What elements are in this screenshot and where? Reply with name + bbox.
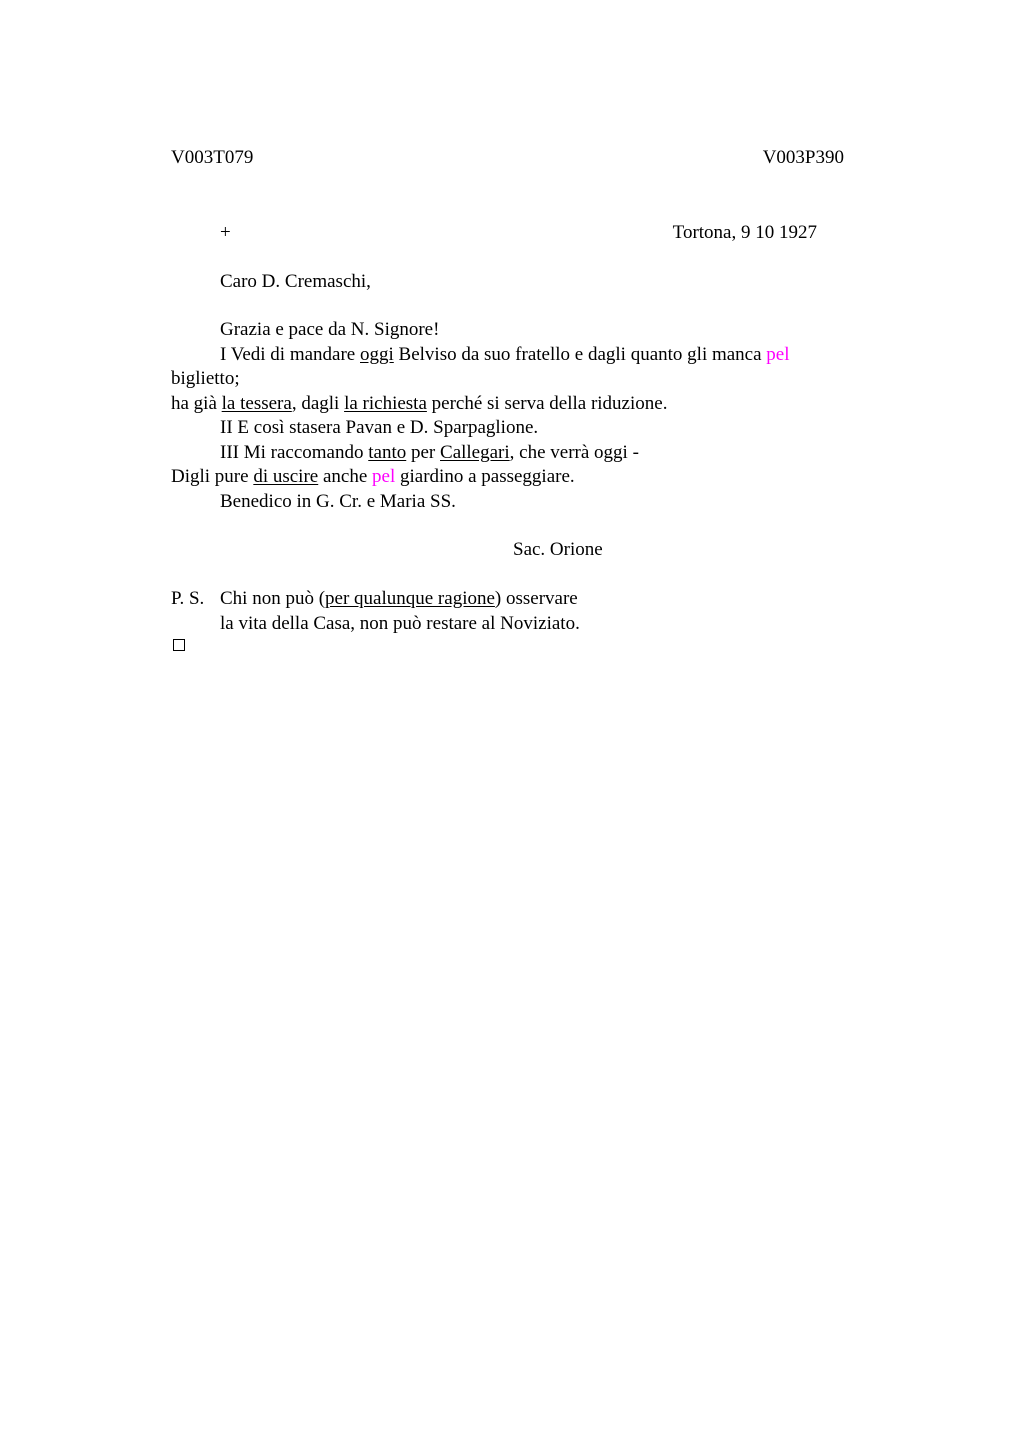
- text-run: III Mi raccomando: [220, 442, 369, 463]
- document-code-right: V003P390: [762, 147, 844, 168]
- highlighted-text: pel: [372, 466, 396, 487]
- text-run: Chi non può (: [220, 588, 326, 609]
- text-run: per: [406, 442, 441, 463]
- text-run: ) osservare: [494, 588, 578, 609]
- cross-mark: +: [220, 222, 231, 243]
- document-code-left: V003T079: [171, 147, 254, 168]
- postscript-label: P. S.: [171, 588, 205, 609]
- underlined-text: la richiesta: [344, 393, 427, 414]
- underlined-text: oggi: [360, 344, 394, 365]
- underlined-text: Callegari: [440, 442, 510, 463]
- greeting: Grazia e pace da N. Signore!: [220, 319, 440, 340]
- paragraph-3-line-1: [220, 441, 639, 465]
- text-run: perché si serva della riduzione.: [426, 393, 668, 414]
- underlined-text: di uscire: [253, 466, 319, 487]
- highlighted-text: pel: [766, 344, 790, 365]
- paragraph-1-line-1: [220, 343, 790, 367]
- text-run: , dagli: [291, 393, 345, 414]
- paragraph-1-line-2: biglietto;: [171, 368, 240, 389]
- text-run: I Vedi di mandare: [220, 344, 360, 365]
- postscript-line-1: [220, 587, 578, 611]
- text-run: anche: [318, 466, 373, 487]
- blessing: Benedico in G. Cr. e Maria SS.: [220, 491, 456, 512]
- underlined-text: la tessera: [221, 393, 292, 414]
- text-run: Belviso da suo fratello e dagli quanto gli manca: [393, 344, 767, 365]
- paragraph-1-line-3: [171, 392, 667, 416]
- signature: Sac. Orione: [513, 539, 603, 560]
- underlined-text: per qualunque ragione: [325, 588, 495, 609]
- underlined-text: tanto: [368, 442, 407, 463]
- text-run: ha già: [171, 393, 222, 414]
- empty-square-glyph: [173, 639, 185, 651]
- paragraph-2: II E così stasera Pavan e D. Sparpaglione.: [220, 417, 539, 438]
- text-run: giardino a passeggiare.: [395, 466, 575, 487]
- postscript-line-2: la vita della Casa, non può restare al Noviziato.: [220, 613, 580, 634]
- paragraph-3-line-2: [171, 465, 575, 489]
- text-run: Digli pure: [171, 466, 254, 487]
- text-run: , che verrà oggi -: [509, 442, 639, 463]
- place-date: Tortona, 9 10 1927: [672, 222, 817, 243]
- salutation: Caro D. Cremaschi,: [220, 271, 371, 292]
